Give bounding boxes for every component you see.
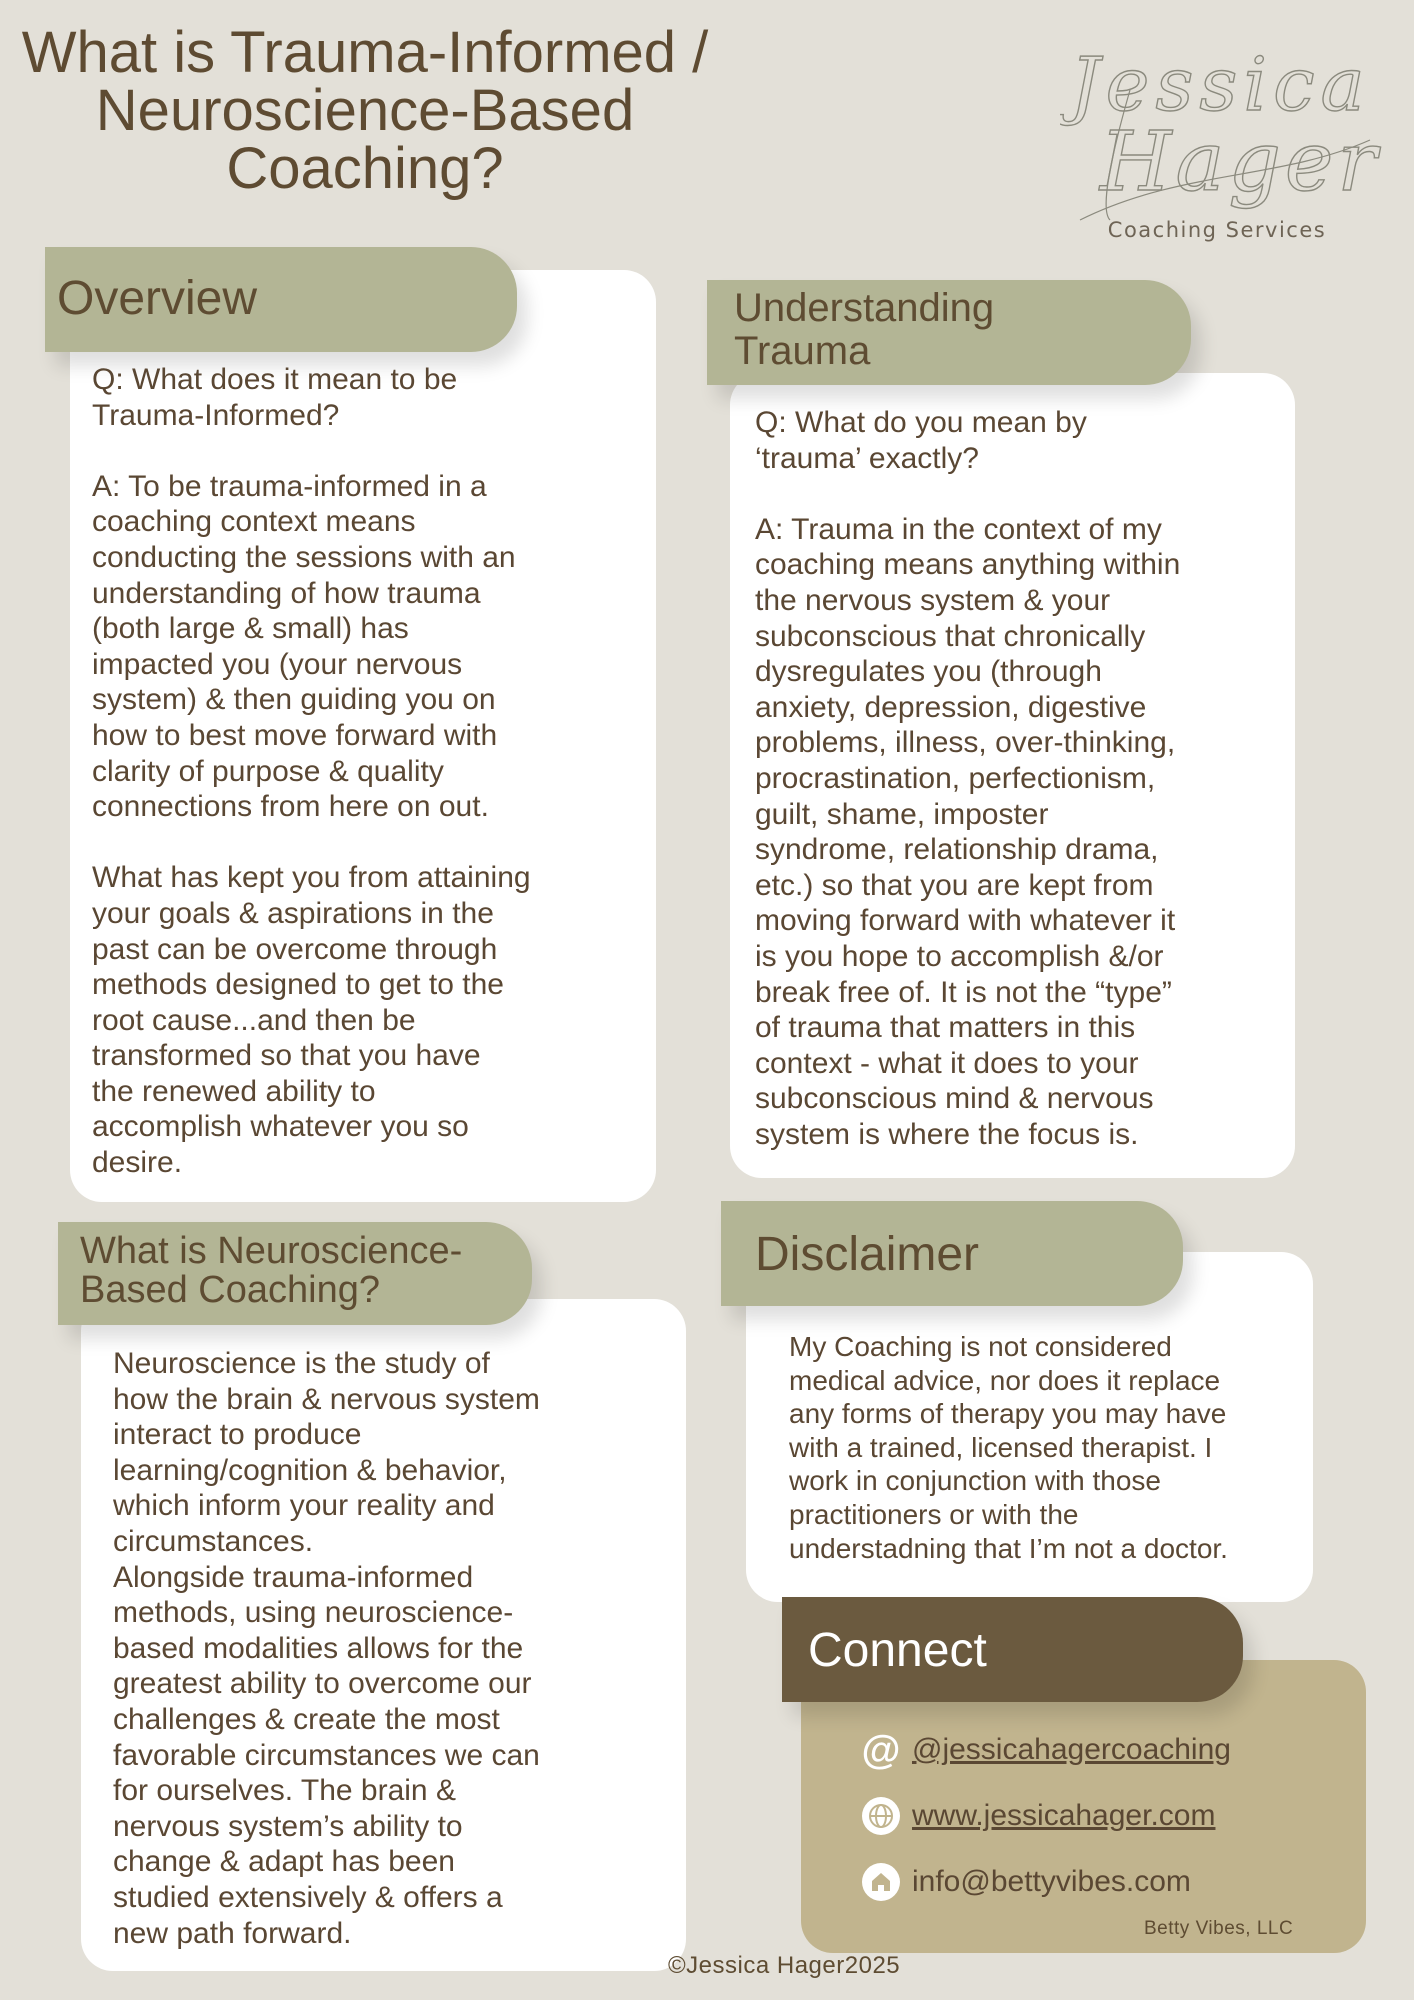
neuroscience-heading: What is Neuroscience- Based Coaching? (80, 1230, 463, 1311)
disclaimer-heading: Disclaimer (755, 1228, 980, 1281)
connect-heading: Connect (808, 1624, 987, 1677)
email-row[interactable] (862, 1860, 1191, 1904)
disclaimer-body: My Coaching is not considered medical advice, nor does it replace any forms of therapy you may have with a trained, licensed therapist. I work in conjunction with those practitioners or with the understadning that I’m not a doctor. (789, 1331, 1228, 1564)
overview-tab (45, 247, 517, 352)
company-name: Betty Vibes, LLC (1144, 1918, 1294, 1939)
website-row[interactable] (862, 1794, 1215, 1838)
instagram-link[interactable]: @jessicahagercoaching (912, 1733, 1231, 1766)
understanding-body: Q: What do you mean by ‘trauma’ exactly? A: Trauma in the context of my coaching means anything within the nervous system & your subconscious that chronically dysregulates you (through anxiety, depression, digestive problems, illness, over-thinking, procrastination, perfectionism, guilt, shame, imposter syndrome, relationship drama, etc.) so that you are kept from moving forward with whatever it is you hope to accomplish &/or break free of. It is not the “type” of trauma that matters in this context - what it does to your subconscious mind & nervous system is where the focus is. (755, 406, 1181, 1151)
page-title: What is Trauma-Informed / Neuroscience-Based Coaching? (21, 20, 709, 201)
connect-tab (782, 1597, 1243, 1702)
copyright-footer: ©Jessica Hager2025 (668, 1952, 901, 1979)
disclaimer-tab (721, 1201, 1183, 1306)
understanding-heading: Understanding Trauma (734, 286, 995, 373)
neuroscience-tab (58, 1222, 532, 1325)
logo-subtitle: Coaching Services (1107, 218, 1327, 242)
home-icon (862, 1863, 900, 1901)
globe-icon (862, 1797, 900, 1835)
instagram-row[interactable] (862, 1728, 1231, 1772)
email-text[interactable]: info@bettyvibes.com (912, 1865, 1191, 1898)
logo-name-last: Hager (1100, 115, 1381, 210)
neuroscience-body: Neuroscience is the study of how the brain & nervous system interact to produce learning/cognition & behavior, which inform your reality and circumstances. Alongside trauma-informed methods, using neuroscience- based modalities allows for the greatest ability to overcome our challenges & create the most favorable circumstances we can for ourselves. The brain & nervous system’s ability to change & adapt has been studied extensively & offers a new path forward. (113, 1347, 540, 1950)
website-link[interactable]: www.jessicahager.com (912, 1799, 1216, 1832)
at-icon: @ (861, 1727, 901, 1772)
understanding-tab (707, 280, 1191, 385)
logo-name-first: Jessica (1070, 42, 1371, 128)
overview-body: Q: What does it mean to be Trauma-Informed? A: To be trauma-informed in a coaching context means conducting the sessions with an understanding of how trauma (both large & small) has impacted you (your nervous system) & then guiding you on how to best move forward with clarity of purpose & quality connections from here on out. What has kept you from attaining your goals & aspirations in the past can be overcome through methods designed to get to the root cause...and then be transformed so that you have the renewed ability to accomplish whatever you so desire. (92, 363, 531, 1180)
signature-logo (1060, 20, 1390, 250)
overview-heading: Overview (57, 272, 258, 325)
